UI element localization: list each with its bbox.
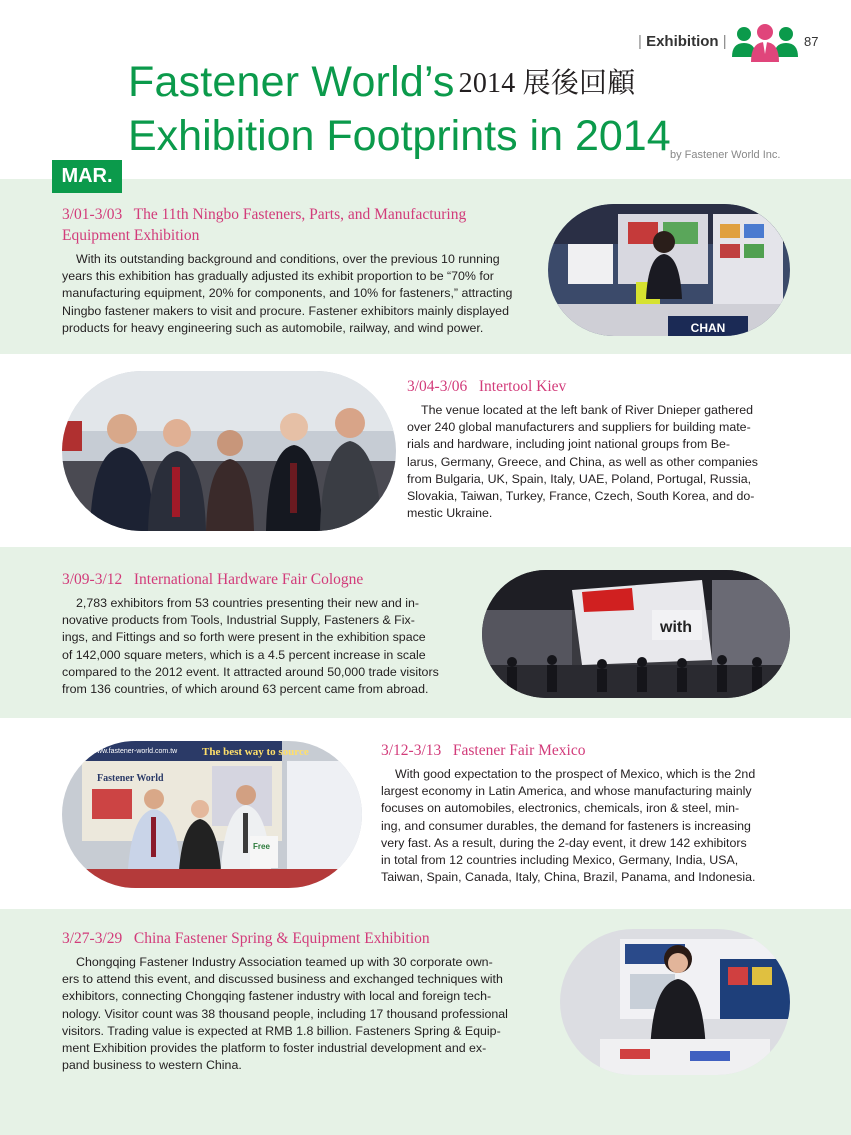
event-photo-kiev xyxy=(62,371,396,531)
page-title-line1: Fastener World’s 2014 展後回顧 xyxy=(128,58,636,106)
event-photo-ningbo xyxy=(548,204,790,336)
people-icon xyxy=(732,24,798,64)
event-3 xyxy=(62,569,482,698)
event-title: 3/27-3/29 China Fastener Spring & Equipment Exhibition xyxy=(62,930,430,947)
event-description: The venue located at the left bank of River Dnieper gathered over 240 global manufacturers and suppliers for building mate- rials and hardware, including joint national groups from Be- larus, Germany, Greece, and China, as well as other companies from Bulgaria, UK, Spain, Italy, UAE, Poland, Portugal, Russia, Slovakia, Taiwan, Turkey, France, Czech, South Korea, and do- mestic Ukraine. xyxy=(407,403,759,521)
event-description: Chongqing Fastener Industry Association teamed up with 30 corporate own- ers to attend this event, and discussed business and exchanged techniques with exhibitors, connecting Chongqing fastener industry with local and foreign tech- nology. Visitor count was 38 thousand people, including 17 thousand professional visitors. Trading value is expected at RMB 1.8 billion. Fasteners Spring & Equip- ment Exhibition provides the platform to foster industrial development and ex- pand business to western China. xyxy=(62,955,508,1073)
event-title: 3/09-3/12 International Hardware Fair Cologne xyxy=(62,571,364,588)
event-title: 3/04-3/06 Intertool Kiev xyxy=(407,378,567,395)
booth-sign-text: CHAN xyxy=(690,321,726,335)
event-photo-chongqing xyxy=(560,929,790,1075)
event-photo-cologne xyxy=(482,570,790,698)
page-number: 87 xyxy=(804,34,819,49)
month-tag: MAR. xyxy=(52,160,122,193)
page-title-chinese: 2014 展後回顧 xyxy=(458,68,636,99)
photo-url-text: www.fastener-world.com.tw xyxy=(92,748,178,755)
event-photo-mexico xyxy=(62,741,362,888)
page-title-line2: Exhibition Footprints in 2014 xyxy=(128,112,671,160)
event-1 xyxy=(62,204,537,337)
event-description: With good expectation to the prospect of Mexico, which is the 2nd largest economy in Latin America, and whose manufacturing mainly focuses on automobiles, electronics, chemicals, iron & steel, min- ing, and consumer durables, the demand for fasteners is increasing very fast. As a result, during the 2-day event, it drew 142 exhibitors in total from 12 countries including Mexico, Germany, India, USA, Taiwan, Spain, Canada, Italy, China, Brazil, Panama, and Indonesia. xyxy=(381,767,756,885)
byline: by Fastener World Inc. xyxy=(670,149,781,161)
event-4 xyxy=(381,740,791,886)
photo-logo-text: Fastener World xyxy=(97,773,164,784)
event-2 xyxy=(407,376,797,522)
event-5 xyxy=(62,928,552,1074)
event-description: 2,783 exhibitors from 53 countries presenting their new and in- novative products from Tools, Industrial Supply, Fasteners & Fix- ings, and Fittings and so forth were present in the exhibition space of 142,000 square meters, which is a 4.5 percent increase in scale compared to the 2012 event. It attracted around 50,000 trade visitors from 136 countries, of which around 63 percent came from abroad. xyxy=(62,596,439,697)
booth-sign-text: with xyxy=(660,619,692,636)
photo-free-text: Free xyxy=(253,842,270,851)
photo-banner-text: The best way to source xyxy=(202,746,309,758)
event-title: 3/12-3/13 Fastener Fair Mexico xyxy=(381,742,586,759)
section-label: | Exhibition | xyxy=(638,33,727,50)
event-description: With its outstanding background and conditions, over the previous 10 running years this exhibition has gradually adjusted its exhibit proportion to be “70% for manufacturing equipment, 20% for components, and 10% for fasteners,” attracting Ningbo fastener makers to visit and procure. Fastener exhibitors mainly displayed products for heavy engineering such as automobile, railway, and wind power. xyxy=(62,252,513,335)
event-title: 3/01-3/03 The 11th Ningbo Fasteners, Parts, and Manufacturing Equipment Exhibition xyxy=(62,206,467,244)
